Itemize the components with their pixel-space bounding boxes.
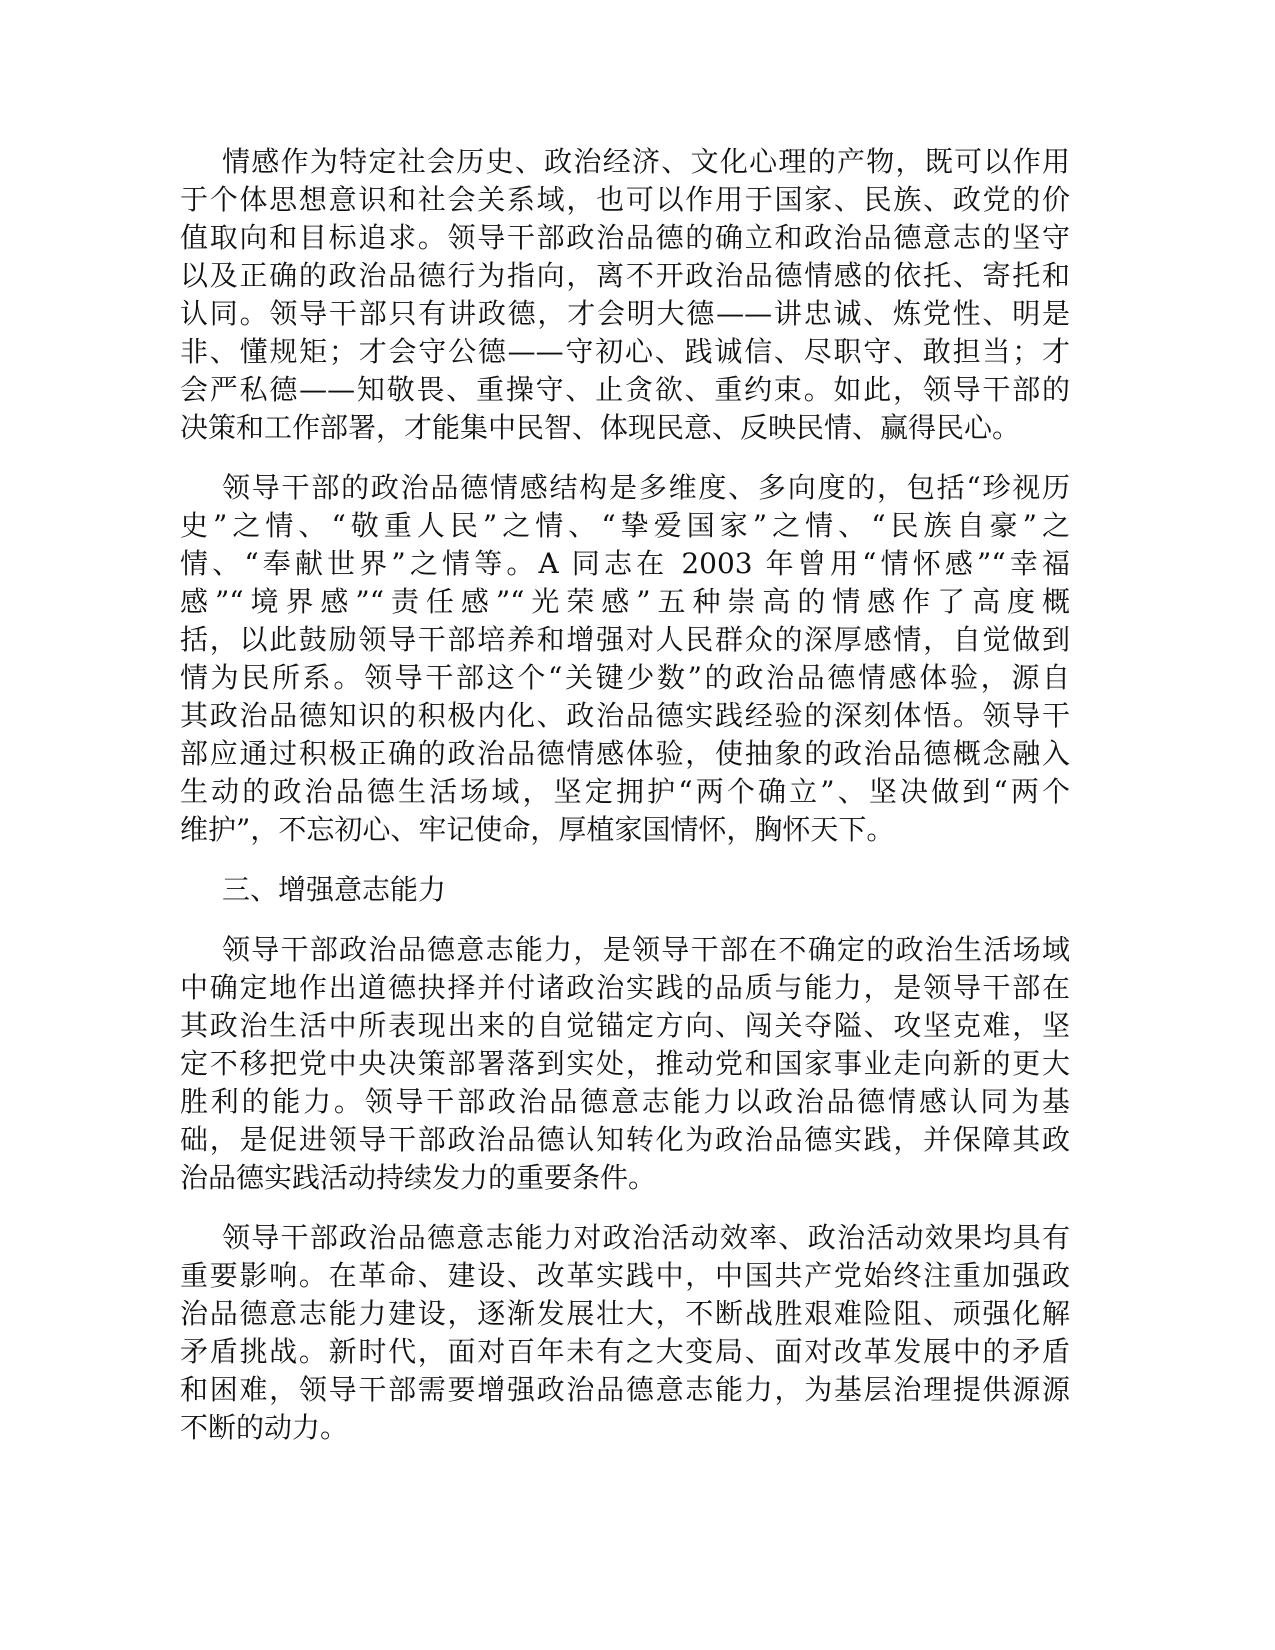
text-line: 情为民所系。领导干部这个“关键少数”的政治品德情感体验，源自 bbox=[180, 661, 1070, 694]
text-line: 治品德意志能力建设，逐渐发展壮大，不断战胜艰难险阻、顽强化解 bbox=[180, 1297, 1070, 1330]
paragraph-gap bbox=[180, 909, 1070, 931]
paragraph-4 bbox=[180, 1219, 1070, 1447]
text-line: 生动的政治品德生活场域，坚定拥护“两个确立”、坚决做到“两个 bbox=[180, 775, 1070, 808]
text-line: 决策和工作部署，才能集中民智、体现民意、反映民情、赢得民心。 bbox=[180, 411, 1021, 444]
paragraph-3 bbox=[180, 931, 1070, 1197]
text-line: 史”之情、“敬重人民”之情、“挚爱国家”之情、“民族自豪”之 bbox=[180, 509, 1070, 542]
text-line: 治品德实践活动持续发力的重要条件。 bbox=[180, 1161, 657, 1194]
text-line: 领导干部政治品德意志能力对政治活动效率、政治活动效果均具有 bbox=[222, 1221, 1070, 1254]
text-line: 以及正确的政治品德行为指向，离不开政治品德情感的依托、寄托和 bbox=[180, 259, 1070, 292]
text-line: 维护”，不忘初心、牢记使命，厚植家国情怀，胸怀天下。 bbox=[180, 813, 895, 846]
paragraph-1 bbox=[180, 143, 1070, 447]
text-line: 领导干部的政治品德情感结构是多维度、多向度的，包括“珍视历 bbox=[222, 471, 1070, 504]
text-line: 础，是促进领导干部政治品德认知转化为政治品德实践，并保障其政 bbox=[180, 1123, 1070, 1156]
text-line: 其政治品德知识的积极内化、政治品德实践经验的深刻体悟。领导干 bbox=[180, 699, 1070, 732]
text-line: 胜利的能力。领导干部政治品德意志能力以政治品德情感认同为基 bbox=[180, 1085, 1070, 1118]
text-line: 定不移把党中央决策部署落到实处，推动党和国家事业走向新的更大 bbox=[180, 1047, 1070, 1080]
text-line: 其政治生活中所表现出来的自觉锚定方向、闯关夺隘、攻坚克难，坚 bbox=[180, 1009, 1070, 1042]
paragraph-gap bbox=[180, 1197, 1070, 1219]
paragraph-gap bbox=[180, 849, 1070, 871]
text-line: 情感作为特定社会历史、政治经济、文化心理的产物，既可以作用 bbox=[222, 145, 1070, 178]
text-line: 领导干部政治品德意志能力，是领导干部在不确定的政治生活场域 bbox=[222, 933, 1070, 966]
text-line: 于个体思想意识和社会关系域，也可以作用于国家、民族、政党的价 bbox=[180, 183, 1070, 216]
text-line: 部应通过积极正确的政治品德情感体验，使抽象的政治品德概念融入 bbox=[180, 737, 1070, 770]
text-line: 会严私德——知敬畏、重操守、止贪欲、重约束。如此，领导干部的 bbox=[180, 373, 1070, 406]
text-line: 值取向和目标追求。领导干部政治品德的确立和政治品德意志的坚守 bbox=[180, 221, 1070, 254]
text-line: 和困难，领导干部需要增强政治品德意志能力，为基层治理提供源源 bbox=[180, 1373, 1070, 1406]
text-line: 重要影响。在革命、建设、改革实践中，中国共产党始终注重加强政 bbox=[180, 1259, 1070, 1292]
section-heading: 三、增强意志能力 bbox=[222, 873, 447, 906]
text-line: 不断的动力。 bbox=[180, 1411, 349, 1444]
text-line: 非、懂规矩；才会守公德——守初心、践诚信、尽职守、敢担当；才 bbox=[180, 335, 1070, 368]
text-line: 认同。领导干部只有讲政德，才会明大德——讲忠诚、炼党性、明是 bbox=[180, 297, 1070, 330]
paragraph-gap bbox=[180, 447, 1070, 469]
text-line: 感”“境界感”“责任感”“光荣感”五种崇高的情感作了高度概 bbox=[180, 585, 1070, 618]
document-page bbox=[180, 143, 1070, 1447]
text-line: 情、“奉献世界”之情等。A 同志在 2003 年曾用“情怀感”“幸福 bbox=[180, 547, 1070, 580]
text-line: 矛盾挑战。新时代，面对百年未有之大变局、面对改革发展中的矛盾 bbox=[180, 1335, 1070, 1368]
text-line: 括，以此鼓励领导干部培养和增强对人民群众的深厚感情，自觉做到 bbox=[180, 623, 1070, 656]
paragraph-2 bbox=[180, 469, 1070, 849]
text-line: 中确定地作出道德抉择并付诸政治实践的品质与能力，是领导干部在 bbox=[180, 971, 1070, 1004]
